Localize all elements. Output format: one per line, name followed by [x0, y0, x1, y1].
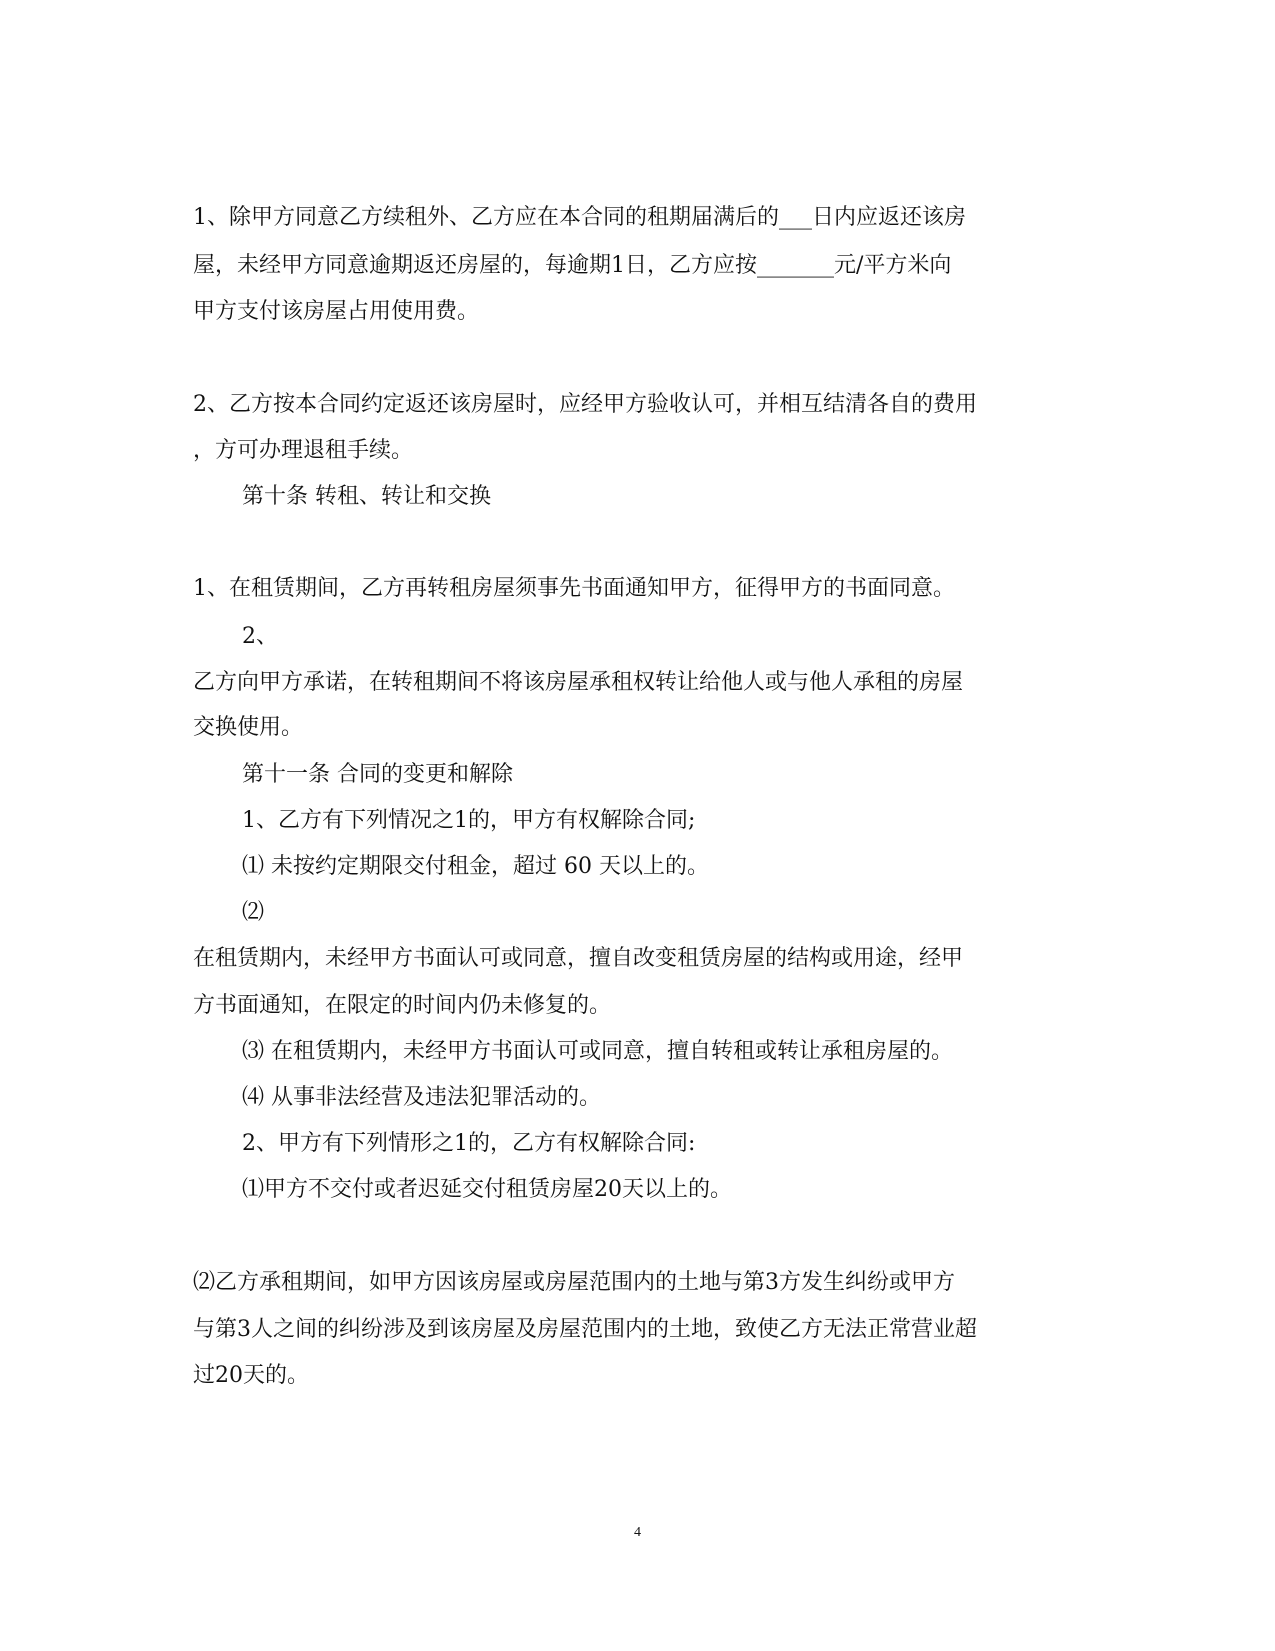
- text-line-8: 2、: [242, 624, 278, 649]
- text-line-15: 在租赁期内，未经甲方书面认可或同意，擅自改变租赁房屋的结构或用途，经甲: [193, 946, 964, 971]
- text-line-2: 屋，未经甲方同意逾期返还房屋的，每逾期1日，乙方应按_______元/平方米向: [193, 253, 952, 278]
- text-line-18: ⑷ 从事非法经营及违法犯罪活动的。: [242, 1085, 601, 1110]
- text-line-9: 乙方向甲方承诺，在转租期间不将该房屋承租权转让给他人或与他人承租的房屋: [193, 670, 964, 695]
- text-line-22: 与第3人之间的纠纷涉及到该房屋及房屋范围内的土地，致使乙方无法正常营业超: [193, 1317, 977, 1342]
- text-line-21: ⑵乙方承租期间，如甲方因该房屋或房屋范围内的土地与第3方发生纠纷或甲方: [193, 1270, 955, 1295]
- text-line-16: 方书面通知，在限定的时间内仍未修复的。: [193, 993, 612, 1018]
- text-line-17: ⑶ 在租赁期内，未经甲方书面认可或同意，擅自转租或转让承租房屋的。: [242, 1039, 953, 1064]
- text-line-19: 2、甲方有下列情形之1的，乙方有权解除合同:: [242, 1131, 696, 1156]
- section-heading-11: 第十一条 合同的变更和解除: [242, 762, 513, 787]
- text-line-4: 2、乙方按本合同约定返还该房屋时，应经甲方验收认可，并相互结清各自的费用: [193, 392, 977, 417]
- text-line-23: 过20天的。: [193, 1363, 309, 1388]
- text-line-12: 1、乙方有下列情况之1的，甲方有权解除合同;: [242, 808, 696, 833]
- text-line-13: ⑴ 未按约定期限交付租金，超过 60 天以上的。: [242, 854, 709, 879]
- page-number: 4: [634, 1525, 641, 1540]
- text-line-20: ⑴甲方不交付或者迟延交付租赁房屋20天以上的。: [242, 1177, 732, 1202]
- text-line-10: 交换使用。: [193, 715, 304, 740]
- text-line-3: 甲方支付该房屋占用使用费。: [193, 299, 480, 324]
- text-line-7: 1、在租赁期间，乙方再转租房屋须事先书面通知甲方，征得甲方的书面同意。: [193, 576, 955, 601]
- text-line-14: ⑵: [242, 900, 265, 925]
- text-line-5: ，方可办理退租手续。: [193, 438, 414, 463]
- text-line-1: 1、除甲方同意乙方续租外、乙方应在本合同的租期届满后的___日内应返还该房: [193, 205, 966, 230]
- section-heading-10: 第十条 转租、转让和交换: [242, 484, 491, 509]
